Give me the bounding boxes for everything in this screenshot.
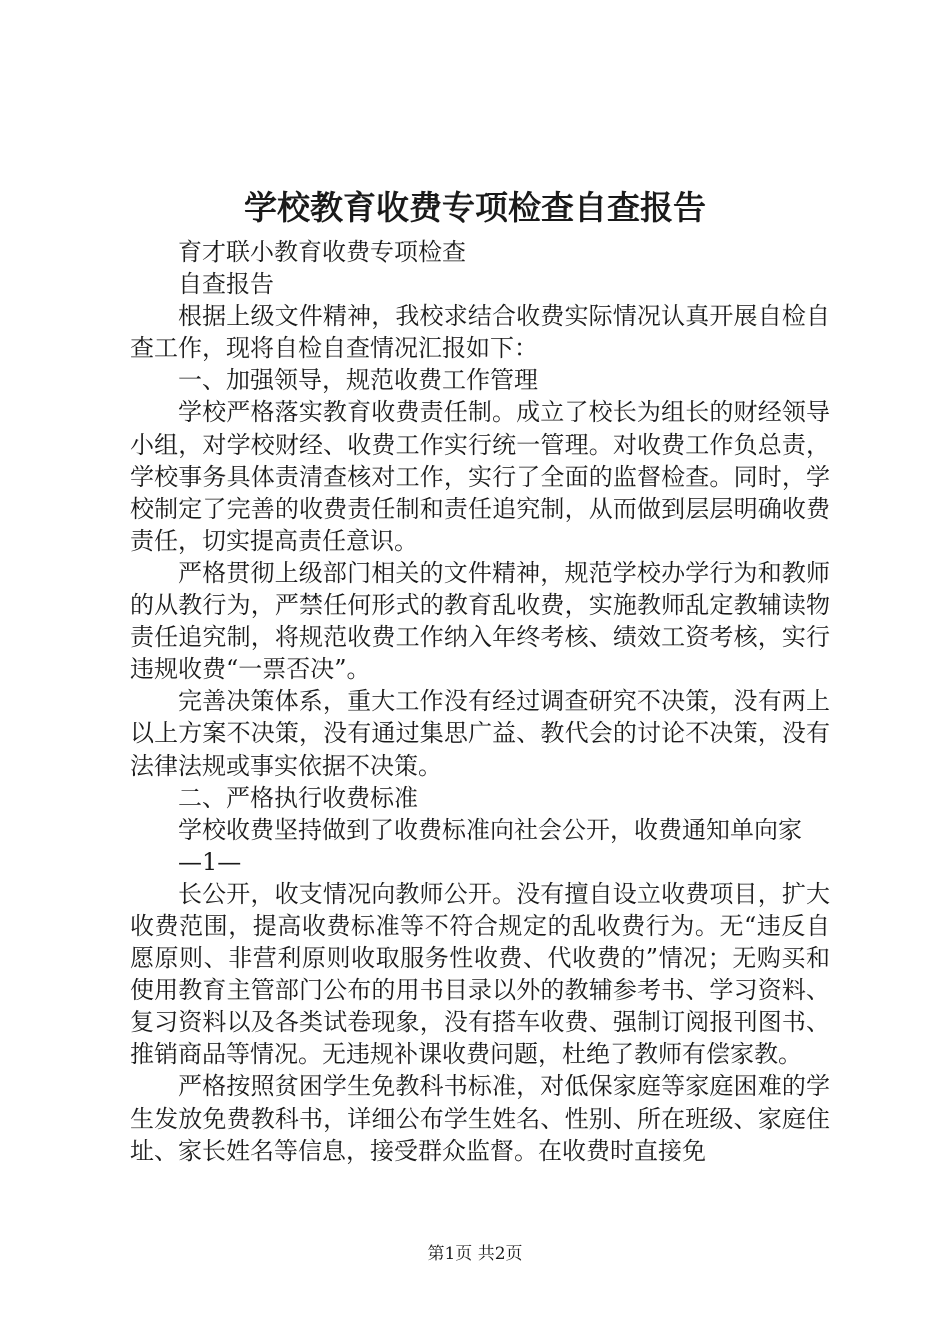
page-footer: 第1页 共2页 — [427, 1244, 523, 1264]
paragraph-decision: 完善决策体系，重大工作没有经过调查研究不决策，没有两上以上方案不决策，没有通过集思广益、教代会的讨论不决策，没有法律法规或事实依据不决策。 — [130, 687, 830, 780]
document-body — [130, 236, 830, 1167]
page-marker: —1— — [178, 847, 242, 876]
paragraph-report-label: 自查报告 — [178, 270, 274, 299]
paragraph-free-textbooks: 严格按照贫困学生免教科书标准，对低保家庭等家庭困难的学生发放免费教科书，详细公布学生姓名、性别、所在班级、家庭住址、家长姓名等信息，接受群众监督。在收费时直接免 — [130, 1072, 830, 1165]
paragraph-regulation: 严格贯彻上级部门相关的文件精神，规范学校办学行为和教师的从教行为，严禁任何形式的教育乱收费，实施教师乱定教辅读物责任追究制，将规范收费工作纳入年终考核、绩效工资考核，实行违规收费“一票否决”。 — [130, 558, 830, 684]
document-title: 学校教育收费专项检查自查报告 — [244, 188, 706, 227]
section-heading-1: 一、加强领导，规范收费工作管理 — [178, 366, 538, 395]
section-heading-2: 二、严格执行收费标准 — [178, 783, 418, 812]
paragraph-school-name: 育才联小教育收费专项检查 — [178, 238, 466, 266]
paragraph-public-fees: 学校收费坚持做到了收费标准向社会公开，收费通知单向家 — [178, 815, 802, 844]
paragraph-responsibility: 学校严格落实教育收费责任制。成立了校长为组长的财经领导小组，对学校财经、收费工作实行统一管理。对收费工作负总责，学校事务具体责清查核对工作，实行了全面的监督检查。同时，学校制定了完善的收费责任制和责任追究制，从而做到层层明确收费责任，切实提高责任意识。 — [130, 398, 830, 555]
paragraph-no-illegal-fees: 长公开，收支情况向教师公开。没有擅自设立收费项目，扩大收费范围，提高收费标准等不符合规定的乱收费行为。无“违反自愿原则、非营利原则收取服务性收费、代收费的”情况；无购买和使用教育主管部门公布的用书目录以外的教辅参考书、学习资料、复习资料以及各类试卷现象，没有搭车收费、强制订阅报刊图书、推销商品等情况。无违规补课收费问题，杜绝了教师有偿家教。 — [130, 879, 830, 1069]
paragraph-intro: 根据上级文件精神，我校求结合收费实际情况认真开展自检自查工作，现将自检自查情况汇报如下： — [130, 302, 830, 363]
